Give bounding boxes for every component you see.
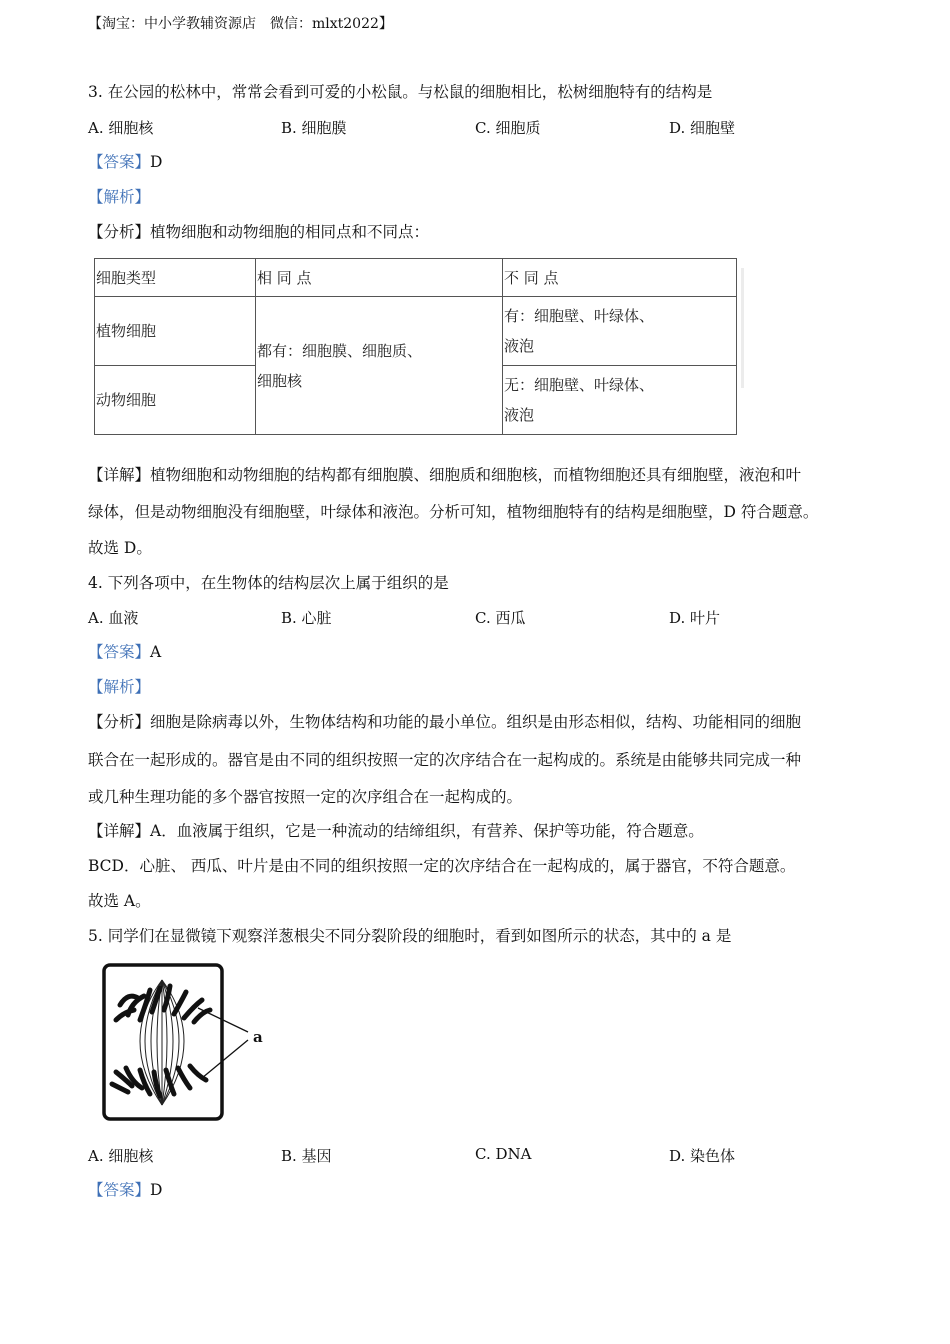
q3-option-c: C. 细胞质	[475, 119, 541, 137]
q4-fenxi-line-3: 或几种生理功能的多个器官按照一定的次序组合在一起构成的。	[88, 788, 523, 806]
answer-value: A	[150, 643, 162, 661]
fenxi-text: 细胞是除病毒以外，生物体结构和功能的最小单位。组织是由形态相似，结构、功能相同的细胞	[150, 713, 802, 731]
q4-detail-line-1	[88, 821, 704, 841]
q4-stem: 4. 下列各项中，在生物体的结构层次上属于组织的是	[88, 574, 449, 592]
q5-option-a: A. 细胞核	[88, 1147, 154, 1165]
answer-value: D	[150, 153, 163, 171]
q4-conclusion: 故选 A。	[88, 892, 151, 910]
table-cell-animal: 动物细胞	[95, 366, 256, 435]
table-edge-shadow	[741, 268, 744, 388]
q3-conclusion: 故选 D。	[88, 539, 152, 557]
detail-tag: 【详解】	[88, 466, 151, 484]
q3-option-a: A. 细胞核	[88, 119, 154, 137]
table-cell-animal-diff	[503, 366, 737, 435]
table-cell-same	[256, 297, 503, 435]
answer-tag: 【答案】	[88, 153, 151, 171]
q5-option-b: B. 基因	[281, 1147, 332, 1165]
q5-option-c: C. DNA	[475, 1145, 532, 1163]
q3-analysis-tag: 【解析】	[88, 188, 151, 206]
chromosomes-upper	[116, 986, 210, 1022]
cell-comparison-table	[94, 258, 737, 435]
detail-text: A．血液属于组织，它是一种流动的结缔组织，有营养、保护等功能，符合题意。	[150, 822, 704, 840]
q4-option-a: A. 血液	[88, 609, 139, 627]
q3-fenxi	[88, 222, 429, 242]
q5-stem: 5. 同学们在显微镜下观察洋葱根尖不同分裂阶段的细胞时，看到如图所示的状态，其中的 a 是	[88, 927, 732, 945]
table-header-diff: 不 同 点	[503, 259, 737, 297]
answer-value: D	[150, 1181, 163, 1199]
animal-diff-line-1: 无：细胞壁、叶绿体、	[504, 376, 655, 394]
q5-option-d: D. 染色体	[669, 1147, 736, 1165]
plant-diff-line-1: 有：细胞壁、叶绿体、	[504, 307, 655, 325]
q3-detail-line-2: 绿体，但是动物细胞没有细胞壁，叶绿体和液泡。分析可知，植物细胞特有的结构是细胞壁，D 符合题意。	[88, 503, 819, 521]
same-line-1: 都有：细胞膜、细胞质、	[257, 341, 423, 360]
table-header-same: 相 同 点	[256, 259, 503, 297]
q4-option-d: D. 叶片	[669, 609, 721, 627]
table-header-type: 细胞类型	[95, 259, 256, 297]
animal-diff-line-2: 液泡	[504, 406, 535, 424]
plant-diff-line-2: 液泡	[504, 337, 535, 355]
detail-tag: 【详解】	[88, 822, 151, 840]
detail-text: 植物细胞和动物细胞的结构都有细胞膜、细胞质和细胞核，而植物细胞还具有细胞壁，液泡和叶	[150, 466, 802, 484]
q4-option-c: C. 西瓜	[475, 609, 526, 627]
same-line-2: 细胞核	[257, 371, 303, 390]
table-cell-plant: 植物细胞	[95, 297, 256, 366]
q3-stem: 3. 在公园的松林中，常常会看到可爱的小松鼠。与松鼠的细胞相比，松树细胞特有的结构是	[88, 83, 713, 101]
q4-fenxi-line-2: 联合在一起形成的。器官是由不同的组织按照一定的次序结合在一起构成的。系统是由能够共同完成一种	[88, 751, 802, 769]
table-cell-plant-diff	[503, 297, 737, 366]
q5-answer	[88, 1180, 162, 1200]
q4-fenxi-line-1	[88, 712, 801, 732]
q4-answer	[88, 642, 161, 662]
q4-option-b: B. 心脏	[281, 609, 332, 627]
fenxi-tag: 【分析】	[88, 223, 151, 241]
q3-option-b: B. 细胞膜	[281, 119, 347, 137]
page-header: 【淘宝：中小学教辅资源店 微信：mlxt2022】	[88, 16, 393, 32]
q4-analysis-tag: 【解析】	[88, 678, 151, 696]
q4-detail-line-2: BCD．心脏、 西瓜、叶片是由不同的组织按照一定的次序结合在一起构成的，属于器官，不符合题意。	[88, 857, 796, 875]
fenxi-tag: 【分析】	[88, 713, 151, 731]
fenxi-text: 植物细胞和动物细胞的相同点和不同点：	[150, 223, 430, 241]
figure-label-a: a	[253, 1028, 263, 1046]
answer-tag: 【答案】	[88, 643, 151, 661]
q3-answer	[88, 152, 162, 172]
mitosis-cell-figure	[98, 960, 273, 1125]
q3-detail-line-1	[88, 465, 801, 485]
q3-option-d: D. 细胞壁	[669, 119, 736, 137]
answer-tag: 【答案】	[88, 1181, 151, 1199]
